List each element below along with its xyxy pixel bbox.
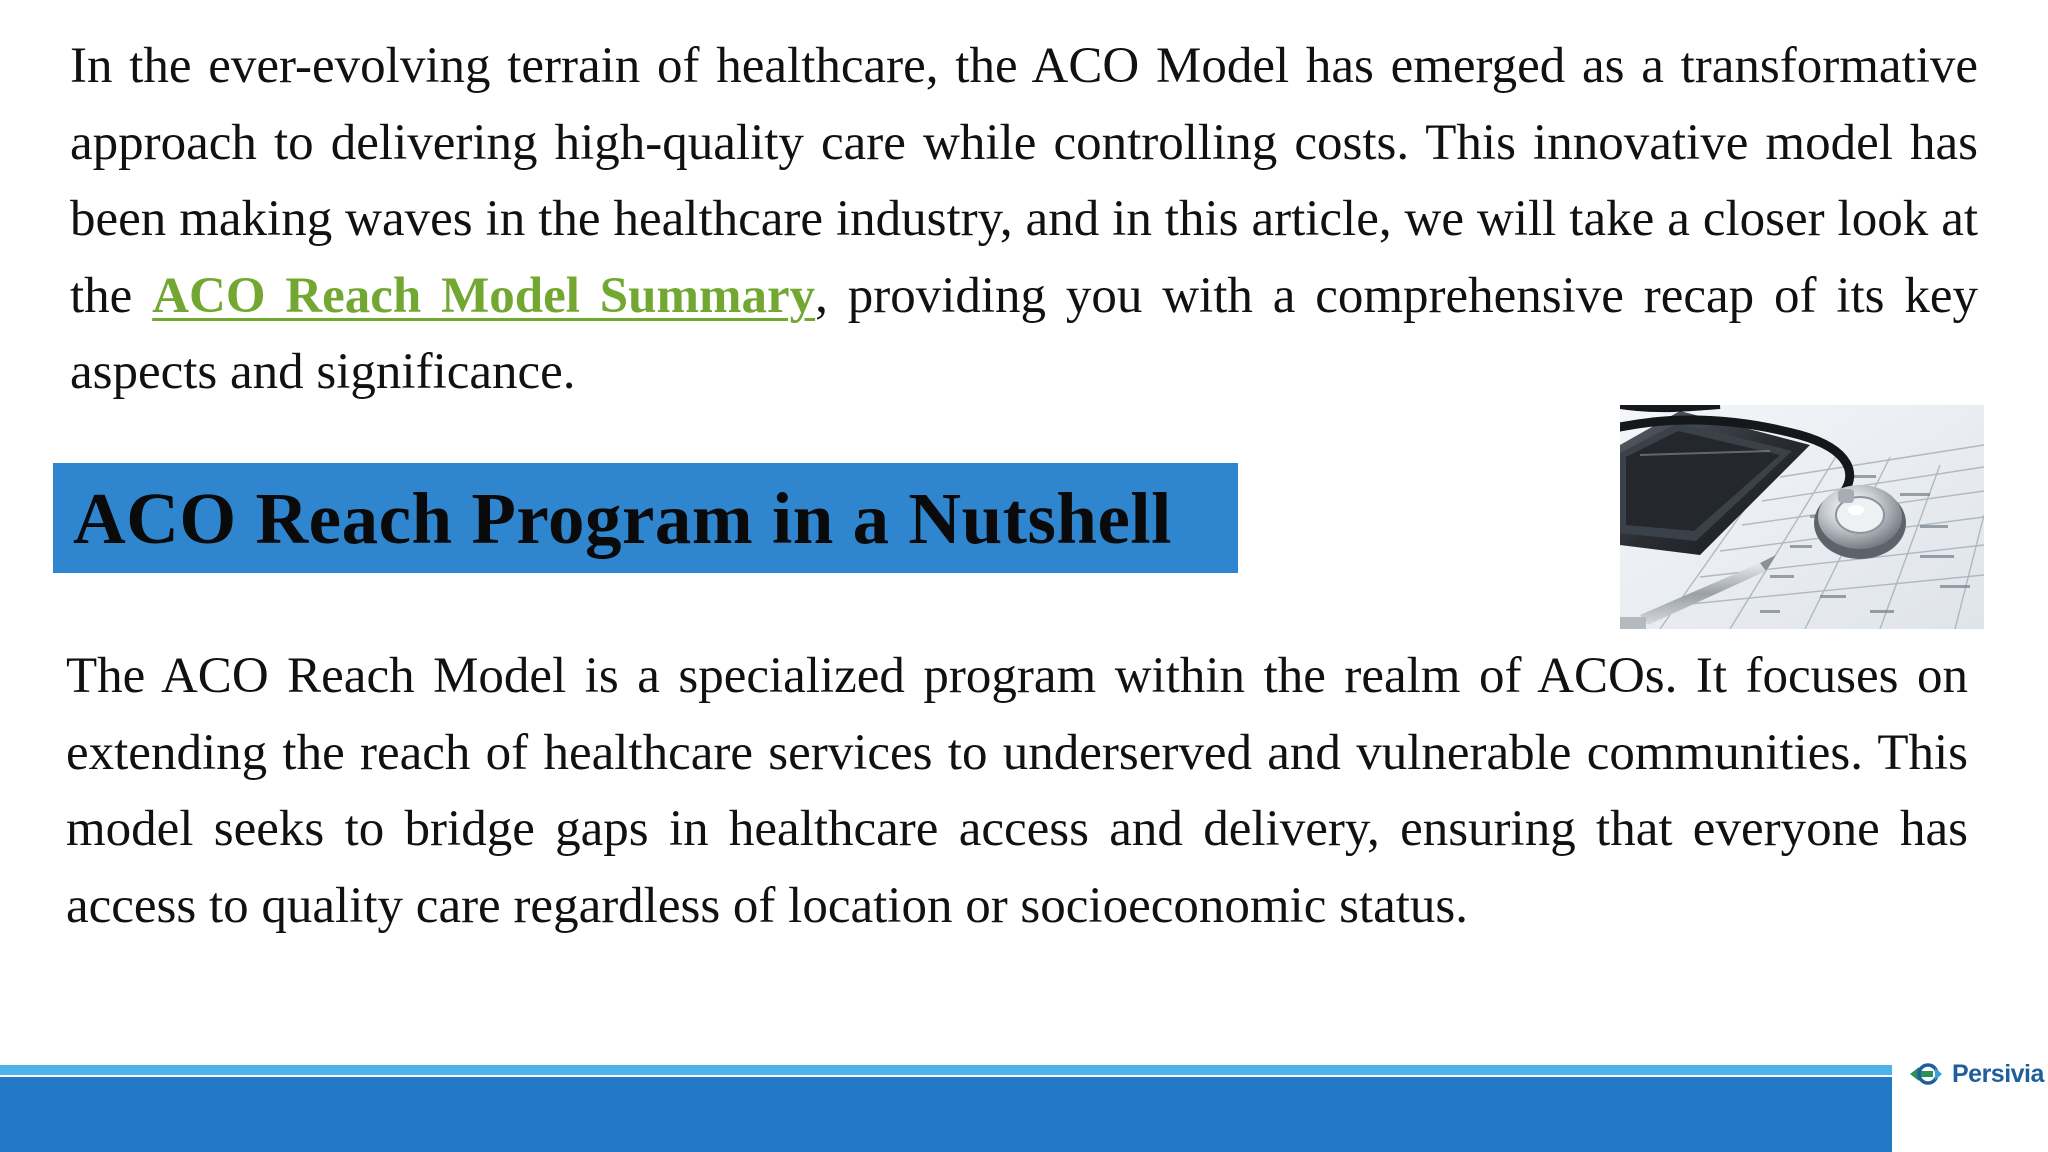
persivia-logo-icon	[1906, 1060, 1946, 1088]
footer-bar	[0, 1077, 1892, 1152]
section-body: The ACO Reach Model is a specialized program within the realm of ACOs. It focuses on extending the reach of healthcare services to underserved and vulnerable communities. This model seeks to bridge gaps in healthcare access and delivery, ensuring that everyone has access to quality care regardless of location or socioeconomic status.	[66, 648, 1968, 934]
intro-text-after-link: , providing you with a comprehensive recap of its key aspects and significance.	[70, 267, 1978, 400]
section-heading-box	[53, 463, 1238, 573]
stethoscope-icon	[1620, 405, 1984, 629]
intro-text-before-link: In the ever-evolving terrain of healthcare, the ACO Model has emerged as a transformative approach to delivering high-quality care while controlling costs. This innovative model has been making waves in the healthcare industry, and in this article, we will take a closer look at the	[70, 38, 1978, 324]
persivia-logo-text: Persivia	[1952, 1059, 2044, 1088]
stethoscope-tablet-photo	[1620, 405, 1984, 629]
persivia-logo	[1906, 1057, 2044, 1091]
aco-reach-model-summary-link[interactable]: ACO Reach Model Summary	[152, 267, 816, 324]
footer-stripe	[0, 1065, 1892, 1075]
intro-paragraph	[70, 28, 1978, 411]
section-heading: ACO Reach Program in a Nutshell	[73, 477, 1172, 559]
